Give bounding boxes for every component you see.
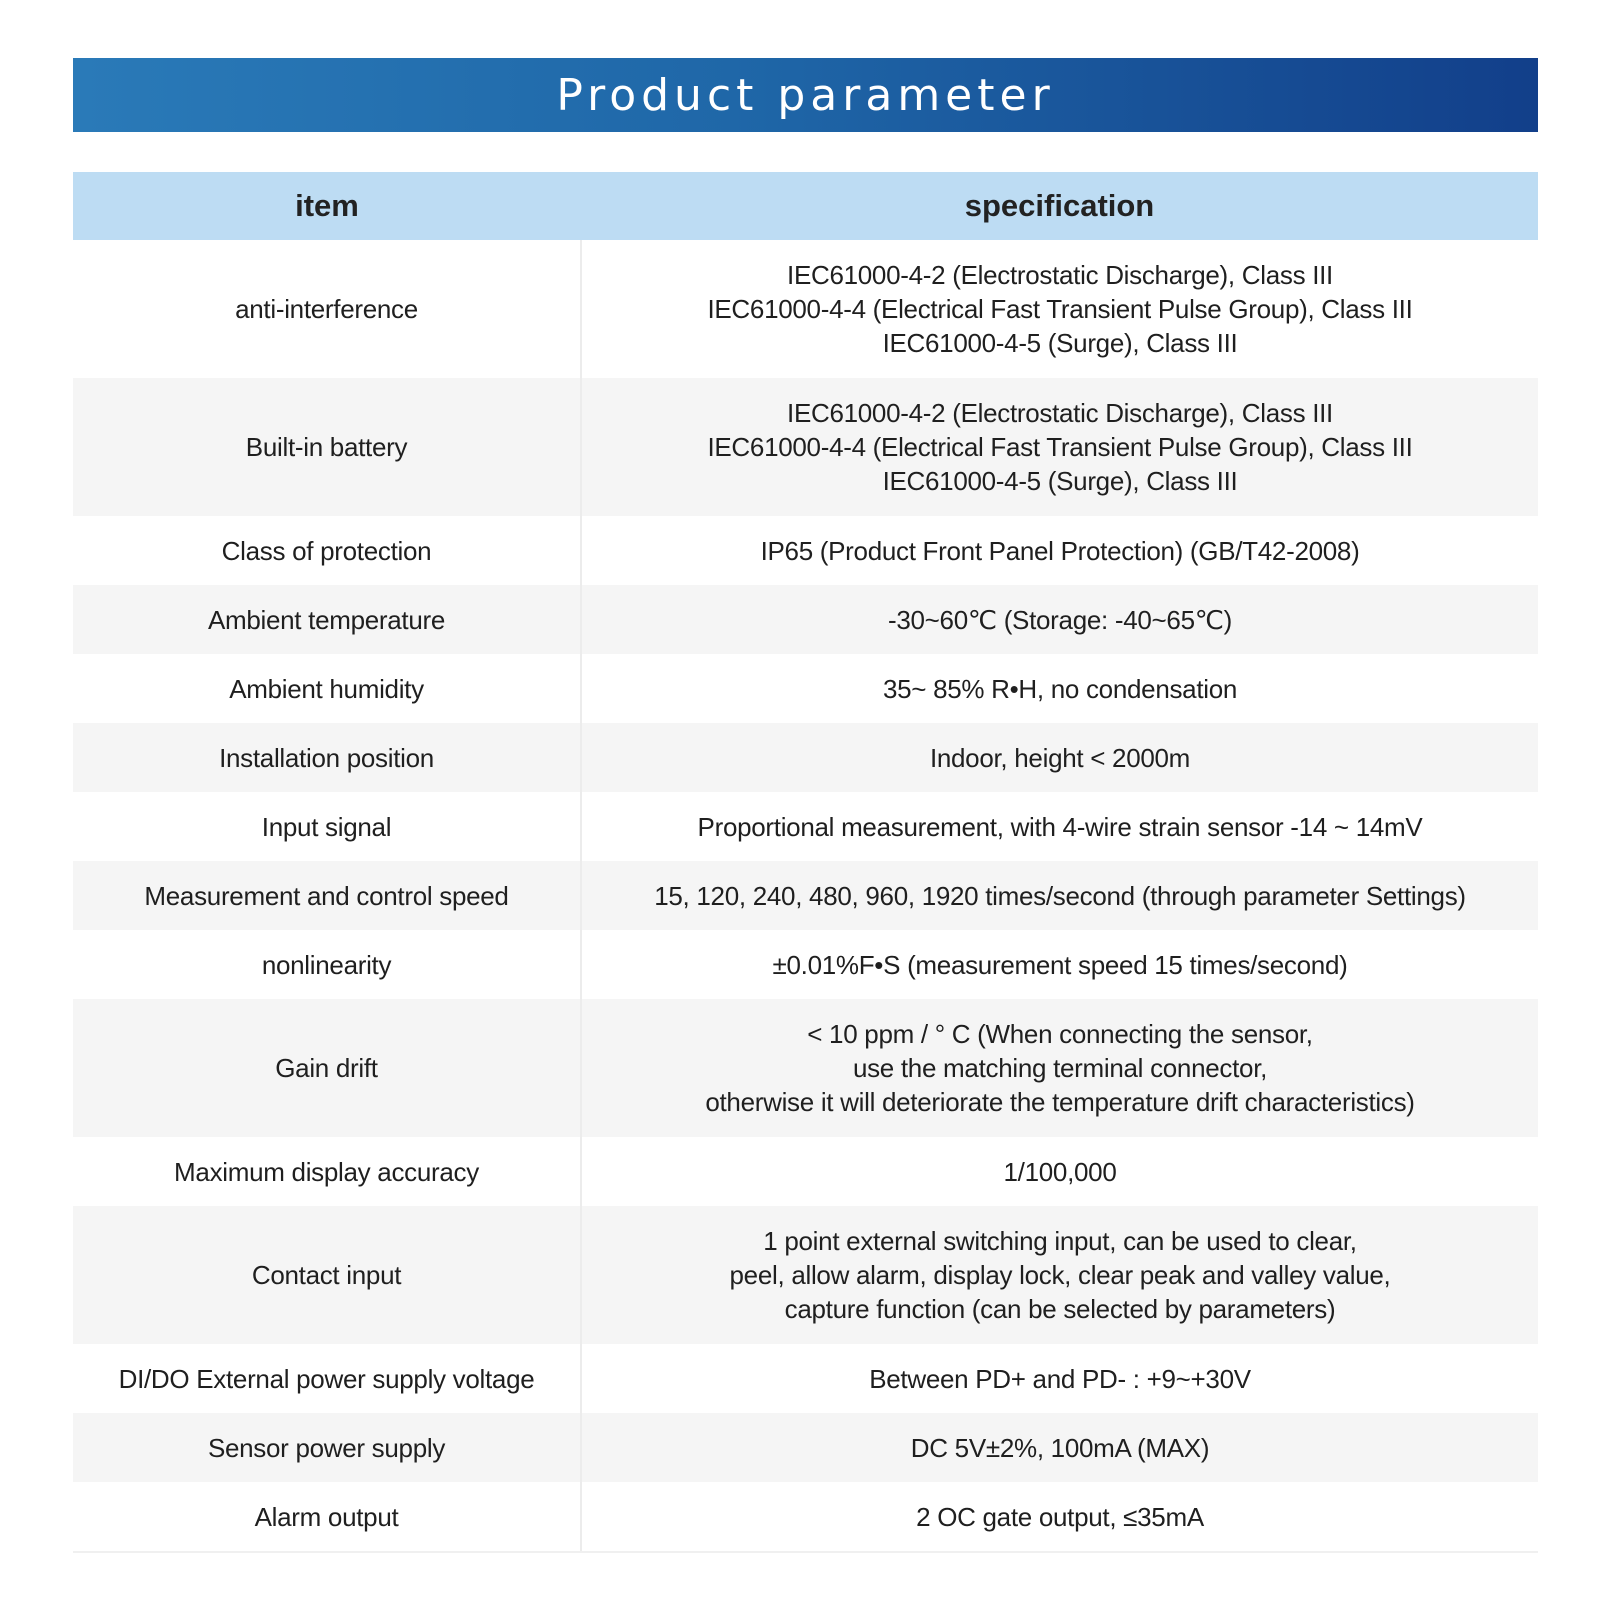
spec-line: peel, allow alarm, display lock, clear peak and valley value,	[729, 1260, 1391, 1290]
table-row	[73, 585, 1538, 654]
spec-cell	[581, 1206, 1538, 1344]
spec-cell: Indoor, height < 2000m	[581, 723, 1538, 792]
item-cell: Ambient temperature	[73, 585, 581, 654]
column-header-item: item	[73, 172, 581, 240]
item-cell: Sensor power supply	[73, 1413, 581, 1482]
spec-line: IEC61000-4-2 (Electrostatic Discharge), Class III	[787, 260, 1333, 290]
title-banner	[73, 58, 1538, 132]
item-cell: Contact input	[73, 1206, 581, 1344]
spec-cell: IP65 (Product Front Panel Protection) (GB/T42-2008)	[581, 516, 1538, 585]
spec-cell	[581, 378, 1538, 516]
spec-cell: 1/100,000	[581, 1137, 1538, 1206]
table-row	[73, 1482, 1538, 1552]
spec-line: IEC61000-4-4 (Electrical Fast Transient Pulse Group), Class III	[707, 294, 1413, 324]
item-cell: Built-in battery	[73, 378, 581, 516]
item-cell: Gain drift	[73, 999, 581, 1137]
spec-cell	[581, 999, 1538, 1137]
item-cell: Alarm output	[73, 1482, 581, 1552]
spec-line: IEC61000-4-2 (Electrostatic Discharge), Class III	[787, 398, 1333, 428]
spec-cell: 35~ 85% R•H, no condensation	[581, 654, 1538, 723]
column-header-specification: specification	[581, 172, 1538, 240]
table-row	[73, 654, 1538, 723]
spec-cell: Proportional measurement, with 4-wire strain sensor -14 ~ 14mV	[581, 792, 1538, 861]
item-cell: nonlinearity	[73, 930, 581, 999]
spec-line: 1 point external switching input, can be used to clear,	[763, 1226, 1357, 1256]
table-row	[73, 999, 1538, 1137]
page-title: Product parameter	[556, 69, 1055, 121]
spec-cell: -30~60℃ (Storage: -40~65℃)	[581, 585, 1538, 654]
table-row	[73, 1344, 1538, 1413]
item-cell: Installation position	[73, 723, 581, 792]
item-cell: Ambient humidity	[73, 654, 581, 723]
table-row	[73, 861, 1538, 930]
item-cell: Measurement and control speed	[73, 861, 581, 930]
item-cell: anti-interference	[73, 240, 581, 378]
item-cell: Maximum display accuracy	[73, 1137, 581, 1206]
spec-line: use the matching terminal connector,	[852, 1053, 1268, 1083]
item-cell: DI/DO External power supply voltage	[73, 1344, 581, 1413]
table-row	[73, 1413, 1538, 1482]
table-header-row	[73, 172, 1538, 240]
spec-line: IEC61000-4-4 (Electrical Fast Transient Pulse Group), Class III	[707, 432, 1413, 462]
table-row	[73, 930, 1538, 999]
table-row	[73, 378, 1538, 516]
parameter-table	[73, 172, 1538, 1553]
table-row	[73, 792, 1538, 861]
spec-cell: 2 OC gate output, ≤35mA	[581, 1482, 1538, 1552]
spec-cell: Between PD+ and PD- : +9~+30V	[581, 1344, 1538, 1413]
table-row	[73, 1206, 1538, 1344]
spec-cell: 15, 120, 240, 480, 960, 1920 times/second (through parameter Settings)	[581, 861, 1538, 930]
spec-line: capture function (can be selected by parameters)	[784, 1294, 1336, 1324]
spec-line: IEC61000-4-5 (Surge), Class III	[882, 466, 1238, 496]
item-cell: Class of protection	[73, 516, 581, 585]
item-cell: Input signal	[73, 792, 581, 861]
table-row	[73, 240, 1538, 378]
spec-cell	[581, 240, 1538, 378]
spec-cell: ±0.01%F•S (measurement speed 15 times/second)	[581, 930, 1538, 999]
table-row	[73, 1137, 1538, 1206]
spec-cell: DC 5V±2%, 100mA (MAX)	[581, 1413, 1538, 1482]
spec-line: < 10 ppm / ° C (When connecting the sensor,	[807, 1019, 1313, 1049]
table-row	[73, 723, 1538, 792]
table-row	[73, 516, 1538, 585]
spec-line: IEC61000-4-5 (Surge), Class III	[882, 328, 1238, 358]
spec-line: otherwise it will deteriorate the temperature drift characteristics)	[705, 1087, 1415, 1117]
